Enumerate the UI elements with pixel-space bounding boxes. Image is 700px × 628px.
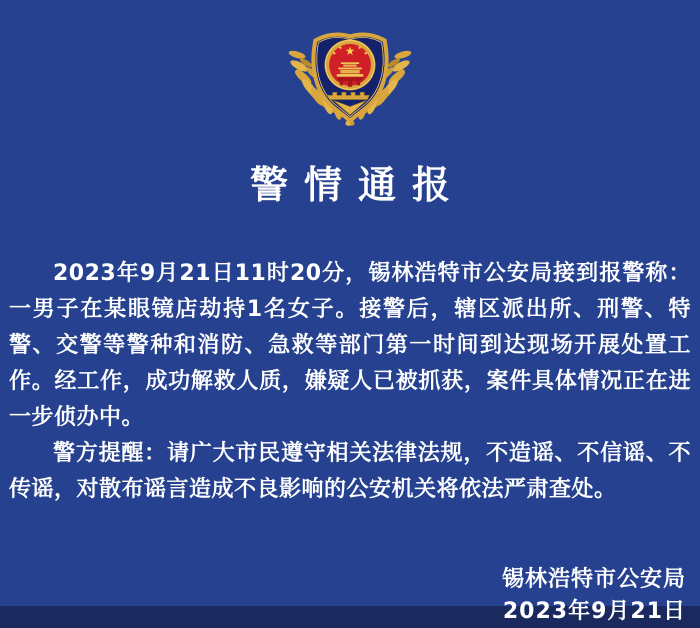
signature-agency: 锡林浩特市公安局 [501, 567, 686, 592]
emblem-container [0, 0, 700, 128]
notice-signature [0, 564, 700, 628]
notice-paragraph-incident: 2023年9月21日11时20分，锡林浩特市公安局接到报警称：一男子在某眼镜店劫持1名女子。接警后，辖区派出所、刑警、特警、交警等警种和消防、急救等部门第一时间到达现场开展处置工作。经工作，成功解救人质，嫌疑人已被抓获，案件具体情况正在进一步侦办中。 [9, 261, 691, 430]
notice-body [0, 256, 700, 508]
notice-paragraph-reminder: 警方提醒：请广大市民遵守相关法律法规，不造谣、不信谣、不传谣，对散布谣言造成不良影响的公安机关将依法严肃查处。 [9, 441, 691, 502]
notice-title: 警情通报 [250, 163, 466, 207]
police-badge-icon [288, 14, 412, 128]
signature-date: 2023年9月21日 [502, 599, 686, 624]
